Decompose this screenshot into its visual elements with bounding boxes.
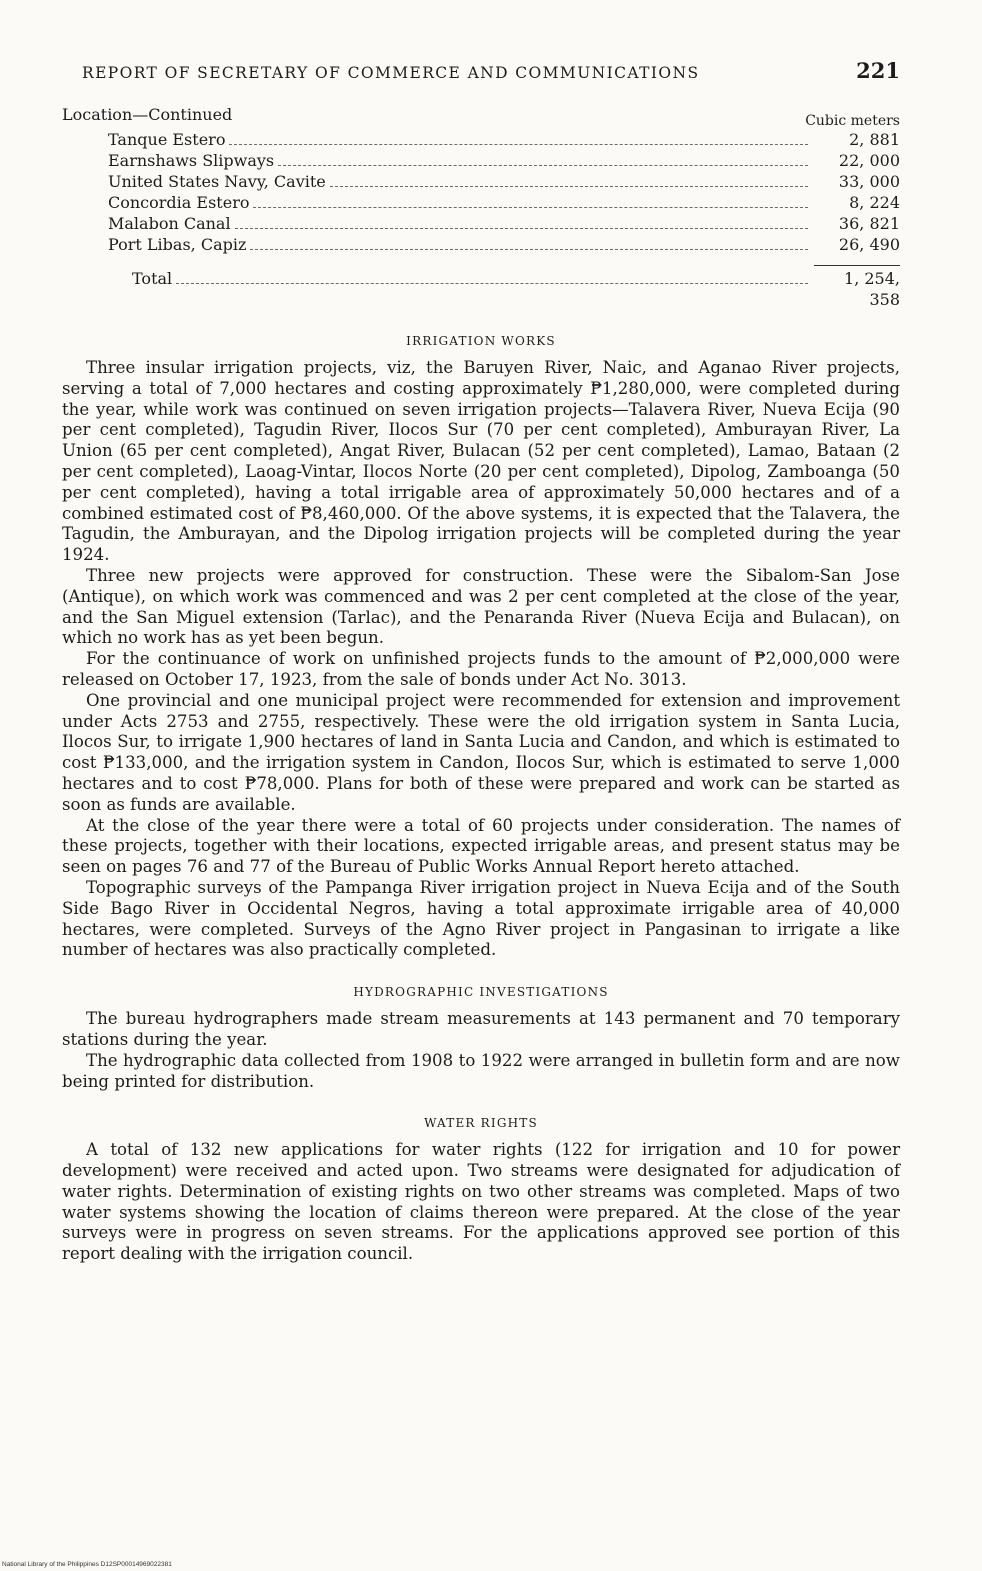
document-page bbox=[62, 58, 900, 1265]
dot-leader bbox=[229, 144, 808, 145]
body-paragraph: For the continuance of work on unfinished projects funds to the amount of ₱2,000,000 were released on October 17, 1923, from the sale of bonds under Act No. 3013. bbox=[62, 649, 900, 689]
body-paragraph: The hydrographic data collected from 1908 to 1922 were arranged in bulletin form and are now being printed for distribution. bbox=[62, 1050, 900, 1091]
location-row bbox=[62, 192, 900, 213]
running-head-title: REPORT OF SECRETARY OF COMMERCE AND COMMUNICATIONS bbox=[82, 64, 700, 82]
location-row bbox=[62, 213, 900, 234]
page-number: 221 bbox=[856, 58, 900, 83]
body-paragraph: At the close of the year there were a total of 60 projects under consideration. The names of these projects, together with their locations, expected irrigable areas, and present status may be seen on pages 76 and 77 of the Bureau of Public Works Annual Report hereto attached. bbox=[62, 815, 900, 877]
location-row bbox=[62, 171, 900, 192]
body-paragraph: One provincial and one municipal project were recommended for extension and improvement under Acts 2753 and 2755, respectively. These were the old irrigation system in Santa Lucia, Ilocos Sur, to irrigate 1,900 hectares of land in Santa Lucia and Candon, and which is estimated to cost ₱133,000, and the irrigation system in Candon, Ilocos Sur, which is estimated to serve 1,000 hectares and to cost ₱78,000. Plans for both of these were prepared and work can be started as soon as funds are available. bbox=[62, 690, 900, 814]
location-table bbox=[62, 105, 900, 310]
body-paragraph: Three new projects were approved for construction. These were the Sibalom-San Jose (Antique), on which work was commenced and was 2 per cent completed at the close of the year, and the San Miguel extension (Tarlac), and the Penaranda River (Nueva Ecija and Bulacan), on which no work has as yet been begun. bbox=[62, 565, 900, 648]
location-name: United States Navy, Cavite bbox=[108, 172, 326, 191]
dot-leader bbox=[253, 207, 808, 208]
running-head bbox=[82, 58, 900, 83]
location-name: Tanque Estero bbox=[108, 130, 226, 149]
location-value: 33, 000 bbox=[838, 172, 900, 191]
location-value: 8, 224 bbox=[849, 193, 900, 212]
location-value: 36, 821 bbox=[838, 214, 900, 233]
dot-leader bbox=[330, 186, 808, 187]
body-paragraph: Three insular irrigation projects, viz, the Baruyen River, Naic, and Aganao River projects, serving a total of 7,000 hectares and costing approximately ₱1,280,000, were completed during the year, while work was continued on seven irrigation projects—Talavera River, Nueva Ecija (90 per cent completed), Tagudin River, Ilocos Sur (70 per cent completed), Amburayan River, La Union (65 per cent completed), Angat River, Bulacan (52 per cent completed), Lamao, Bataan (2 per cent completed), Laoag-Vintar, Ilocos Norte (20 per cent completed), Dipolog, Zamboanga (50 per cent completed), having a total irrigable area of approximately 50,000 hectares and of a combined estimated cost of ₱8,460,000. Of the above systems, it is expected that the Talavera, the Tagudin, the Amburayan, and the Dipolog irrigation projects will be completed during the year 1924. bbox=[62, 358, 900, 565]
location-name: Concordia Estero bbox=[108, 193, 250, 212]
section-heading: IRRIGATION WORKS bbox=[406, 334, 556, 348]
location-value: 2, 881 bbox=[849, 130, 900, 149]
location-name: Port Libas, Capiz bbox=[108, 235, 247, 254]
location-value: 22, 000 bbox=[838, 151, 900, 170]
body-paragraph: Topographic surveys of the Pampanga River irrigation project in Nueva Ecija and of the South Side Bago River in Occidental Negros, having a total approximate irrigable area of 40,000 hectares, were completed. Surveys of the Agno River project in Pangasinan to irrigate a like number of hectares was also practically completed. bbox=[62, 877, 900, 960]
location-name: Earnshaws Slipways bbox=[108, 151, 275, 170]
body-paragraph: A total of 132 new applications for water rights (122 for irrigation and 10 for power development) were received and acted upon. Two streams were designated for adjudication of water rights. Determination of existing rights on two other streams was completed. Maps of two water systems showing the location of claims thereon were prepared. At the close of the year surveys were in progress on seven streams. For the applications approved see portion of this report dealing with the irrigation council. bbox=[62, 1140, 900, 1264]
location-row bbox=[62, 150, 900, 171]
body-paragraph: The bureau hydrographers made stream measurements at 143 permanent and 70 temporary stations during the year. bbox=[62, 1009, 900, 1049]
location-name: Malabon Canal bbox=[108, 214, 231, 233]
location-heading: Location—Continued bbox=[62, 105, 233, 124]
dot-leader bbox=[250, 249, 808, 250]
section-heading: WATER RIGHTS bbox=[424, 1116, 538, 1131]
dot-leader bbox=[176, 283, 808, 284]
location-value: 26, 490 bbox=[838, 235, 900, 254]
unit-label: Cubic meters bbox=[805, 113, 900, 129]
footer-credit: National Library of the Philippines D12SP00014969022381 bbox=[2, 1561, 172, 1568]
body-sections bbox=[62, 334, 900, 1265]
total-row bbox=[62, 268, 900, 310]
total-label: Total bbox=[132, 269, 173, 288]
location-row bbox=[62, 234, 900, 255]
dot-leader bbox=[235, 228, 808, 229]
location-row bbox=[62, 129, 900, 150]
dot-leader bbox=[278, 165, 808, 166]
section-heading: HYDROGRAPHIC INVESTIGATIONS bbox=[353, 985, 609, 1000]
total-value: 1, 254, 358 bbox=[844, 269, 900, 309]
total-rule bbox=[814, 265, 900, 266]
